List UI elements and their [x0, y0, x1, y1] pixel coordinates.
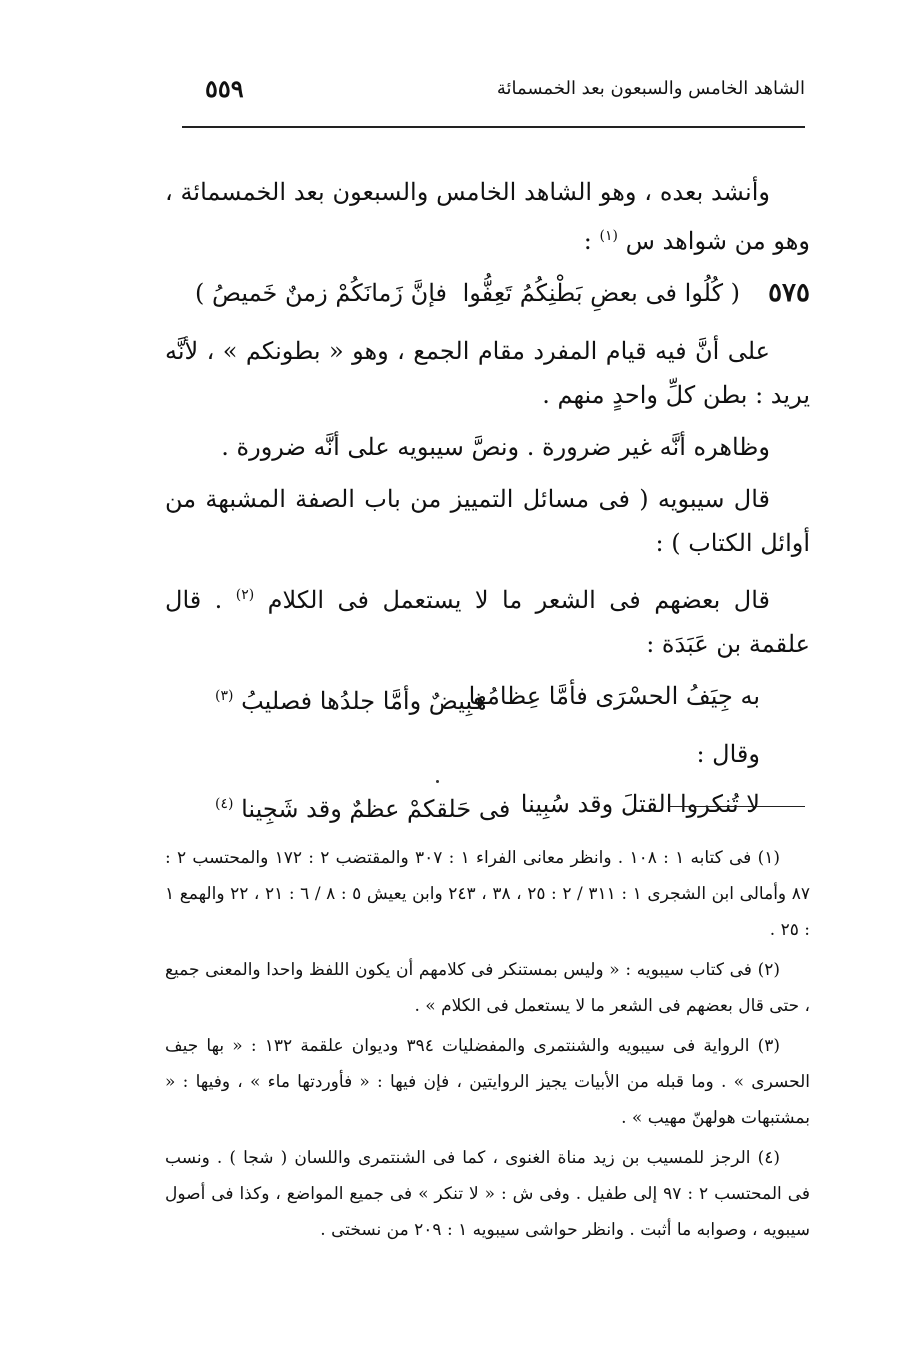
- paragraph-intro-end: :: [583, 227, 600, 255]
- paragraph-commentary: على أنَّ فيه قيام المفرد مقام الجمع ، وهو « بطونكم » ، لأنَّه يريد : بطن كلِّ واحدٍ منهم .: [165, 337, 810, 409]
- main-text: [165, 170, 810, 840]
- verse-second-hemistich: فى حَلقكمْ عظمٌ وقد شَجِينا: [241, 795, 511, 823]
- footnote-4: (٤) الرجز للمسيب بن زيد مناة الغنوى ، كما فى الشنتمرى واللسان ( شجا ) . ونسب فى المحتسب ٢ : ٩٧ إلى طفيل . وفى ش : « لا تنكر » فى جميع المواضع ، وكذا فى أصول سيبويه ، وصوابه ما أثبت . وانظر حواشى سيبويه ١ : ٢٠٩ من نسختى .: [165, 1148, 810, 1240]
- verse-alqama: [165, 674, 810, 722]
- verse-first-hemistich: ( كُلُوا فى بعضِ بَطْنِكُمُ تَعِفُّوا: [462, 279, 740, 307]
- paragraph-apparent: وظاهره أنَّه غير ضرورة . ونصَّ سيبويه على أنَّه ضرورة .: [221, 433, 770, 461]
- verse-number: ٥٧٥: [768, 278, 810, 308]
- page-number: ٥٥٩: [205, 74, 244, 103]
- footnote-1: (١) فى كتابه ١ : ١٠٨ . وانظر معانى الفراء ١ : ٣٠٧ والمقتضب ٢ : ١٧٢ والمحتسب ٢ : ٨٧ وأمالى ابن الشجرى ١ : ٣١١ / ٢ : ٢٥ ، ٣٨ ، ٢٤٣ وابن يعيش ٥ : ٨ / ٦ : ٢١ ، ٢٢ والهمع ١ : ٢٥ .: [165, 848, 810, 940]
- paragraph-quote-text: قال بعضهم فى الشعر ما لا يستعمل فى الكلام: [267, 586, 770, 614]
- page-header: [185, 70, 805, 110]
- footnote-ref-4: (٤): [215, 796, 234, 812]
- paragraph-intro: [165, 170, 810, 263]
- paragraph-quote-end: . قال علقمة بن عَبَدَة :: [165, 586, 810, 658]
- footnote-3: (٣) الرواية فى سيبويه والشنتمرى والمفضليات ٣٩٤ وديوان علقمة ١٣٢ : « بها جيف الحسرى » . وما قبله من الأبيات يجيز الروايتين ، فإن فيها : « فأوردتها ماء » ، وفيها : « بمشتبهات هولهنّ مهيب » .: [165, 1036, 810, 1128]
- footnote-rule: [668, 806, 805, 807]
- paragraph-quote: [165, 573, 810, 666]
- footnotes: [165, 840, 810, 1252]
- verse-second-hemistich-wrap: [215, 674, 484, 723]
- header-rule: [182, 126, 805, 128]
- verse-second-hemistich: فإنَّ زَمانَكُمْ زمنٌ خَميصُ ): [195, 279, 448, 307]
- footnote-ref-2: (٢): [235, 587, 255, 603]
- running-title: الشاهد الخامس والسبعون بعد الخمسمائة: [496, 78, 805, 99]
- verse-first-hemistich: لا تُنكروا القتلَ وقد سُبِينا: [520, 790, 760, 818]
- paragraph-sibawayh: قال سيبويه ( فى مسائل التمييز من باب الصفة المشبهة من أوائل الكتاب ) :: [165, 485, 810, 557]
- paragraph-intro-text: وأنشد بعده ، وهو الشاهد الخامس والسبعون بعد الخمسمائة ، وهو من شواهد س: [165, 178, 810, 255]
- verse-first-hemistich: به جِيَفُ الحسْرَى فأمَّا عِظامُها: [468, 682, 760, 710]
- footnote-2: (٢) فى كتاب سيبويه : « وليس بمستنكر فى كلامهم أن يكون اللفظ واحدا والمعنى جميع ، حتى قال بعضهم فى الشعر ما لا يستعمل فى الكلام » .: [165, 960, 810, 1016]
- verse-second-hemistich-wrap: [215, 782, 510, 831]
- verse-575: [165, 271, 810, 319]
- footnote-ref-1: (١): [599, 228, 618, 244]
- ink-dot: [436, 780, 439, 783]
- verse-second-hemistich: فبِيضٌ وأمَّا جلدُها فصليبُ: [241, 687, 485, 715]
- label-and-said: وقال :: [696, 740, 760, 768]
- footnote-ref-3: (٣): [215, 688, 234, 704]
